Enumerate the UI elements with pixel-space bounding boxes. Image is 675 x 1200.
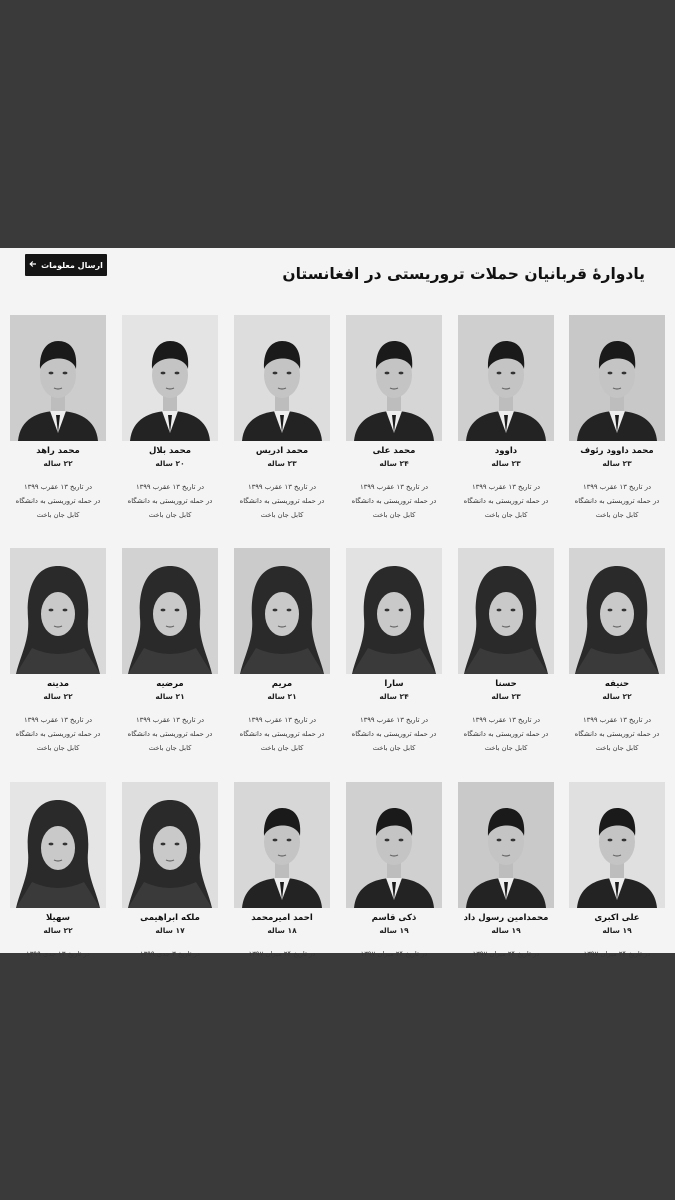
victim-name: محمدامین رسول داد (463, 913, 549, 923)
victim-description-line: در حمله تروریستی به دانشگاه (15, 497, 101, 505)
victim-card[interactable] (458, 548, 556, 768)
victim-description (234, 947, 330, 961)
victim-photo (10, 548, 106, 674)
victim-description (10, 947, 106, 961)
portrait-silhouette-icon (10, 315, 106, 441)
victim-description-line: در حمله تروریستی به دانشگاه (127, 730, 213, 738)
victim-description (346, 947, 442, 961)
victim-description-line: در حمله تروریستی به دانشگاه (15, 730, 101, 738)
victim-card[interactable] (569, 548, 667, 768)
victim-card[interactable] (458, 782, 556, 958)
victim-name: مریم (271, 679, 293, 689)
portrait-silhouette-icon (122, 315, 218, 441)
victim-description-line: کابل جان باخت (36, 744, 80, 752)
victim-card[interactable] (10, 315, 108, 535)
portrait-silhouette-icon (122, 782, 218, 908)
victim-description (122, 480, 218, 522)
victim-description-line: در تاریخ ۲۴ میزان ۱۳۹۷ (248, 950, 316, 958)
victim-description (569, 713, 665, 755)
page-title: یادوارهٔ قربانیان حملات تروریستی در افغانستان (282, 265, 645, 283)
victim-photo (346, 782, 442, 908)
victim-description-line: کابل جان باخت (260, 744, 304, 752)
victim-description (10, 480, 106, 522)
victim-description-line: کابل جان باخت (36, 511, 80, 519)
victim-name: مدینه (47, 679, 69, 689)
victim-card[interactable] (234, 782, 332, 958)
victim-age: ۲۳ ساله (267, 459, 297, 468)
victim-photo (458, 315, 554, 441)
victim-description-line: در تاریخ ۱۳ عقرب ۱۳۹۹ (359, 483, 429, 491)
victim-photo (122, 782, 218, 908)
victim-age: ۲۳ ساله (491, 692, 521, 701)
victim-name: مرضیه (156, 679, 184, 689)
victim-description-line: در حمله تروریستی به دانشگاه (574, 497, 660, 505)
victim-card[interactable] (10, 548, 108, 768)
victim-description-line: در تاریخ ۱۳ عقرب ۱۳۹۹ (582, 716, 652, 724)
victim-card[interactable] (458, 315, 556, 535)
victim-description-line: کابل جان باخت (484, 511, 528, 519)
victim-card[interactable] (122, 782, 220, 958)
victim-photo (569, 548, 665, 674)
victim-card[interactable] (10, 782, 108, 958)
victim-photo (122, 548, 218, 674)
victim-description-line: در تاریخ ۲۴ میزان ۱۳۹۷ (360, 950, 428, 958)
victim-description-line: در تاریخ ۱۳ عقرب ۱۳۹۹ (135, 483, 205, 491)
victim-name: داوود (494, 446, 518, 456)
victim-photo (234, 782, 330, 908)
arrow-left-icon (29, 260, 37, 270)
portrait-silhouette-icon (569, 548, 665, 674)
victim-age: ۱۷ ساله (155, 926, 185, 935)
victim-photo (346, 315, 442, 441)
portrait-silhouette-icon (346, 782, 442, 908)
victim-card[interactable] (569, 315, 667, 535)
victim-description (346, 713, 442, 755)
portrait-silhouette-icon (122, 548, 218, 674)
victim-name: محمد ادریس (255, 446, 309, 456)
victim-description (458, 947, 554, 961)
victim-description (458, 480, 554, 522)
victim-description-line: کابل جان باخت (484, 744, 528, 752)
victim-card[interactable] (346, 315, 444, 535)
victim-description-line: در حمله تروریستی به دانشگاه (239, 730, 325, 738)
portrait-silhouette-icon (234, 548, 330, 674)
victim-photo (10, 782, 106, 908)
victim-description-line: در تاریخ ۲۴ میزان ۱۳۹۷ (583, 950, 651, 958)
victim-name: محمد داوود رئوف (580, 446, 654, 456)
victim-name: سارا (384, 679, 404, 689)
victim-description-line: در تاریخ ۱۳ عقرب ۱۳۹۹ (247, 483, 317, 491)
victim-age: ۲۲ ساله (43, 459, 73, 468)
victim-age: ۲۲ ساله (602, 692, 632, 701)
victim-description (458, 713, 554, 755)
victim-description (234, 480, 330, 522)
victim-photo (458, 782, 554, 908)
portrait-silhouette-icon (346, 315, 442, 441)
victim-description-line: در تاریخ ۳ جدی ۱۳۹۹ (140, 950, 200, 958)
victim-description (122, 713, 218, 755)
victim-description (122, 947, 218, 961)
memorial-page (0, 248, 675, 958)
portrait-silhouette-icon (10, 782, 106, 908)
victim-age: ۲۱ ساله (155, 692, 185, 701)
send-info-button[interactable] (25, 254, 107, 276)
portrait-silhouette-icon (458, 548, 554, 674)
victim-name: سهیلا (46, 913, 70, 923)
victim-description-line: کابل جان باخت (595, 511, 639, 519)
portrait-silhouette-icon (10, 548, 106, 674)
victim-name: محمد راهد (36, 446, 80, 456)
victim-photo (569, 315, 665, 441)
victim-description-line: در تاریخ ۱۳ عقرب ۱۳۹۹ (23, 716, 93, 724)
portrait-silhouette-icon (458, 782, 554, 908)
victim-description-line: در تاریخ ۱۳ عقرب ۱۳۹۹ (471, 483, 541, 491)
victim-age: ۱۹ ساله (491, 926, 521, 935)
victim-age: ۲۲ ساله (43, 926, 73, 935)
victim-description-line: در حمله تروریستی به دانشگاه (351, 730, 437, 738)
victim-age: ۲۴ ساله (379, 459, 409, 468)
victim-description-line: در حمله تروریستی به دانشگاه (351, 497, 437, 505)
victim-description (346, 480, 442, 522)
victim-name: محمد علی (372, 446, 416, 456)
victim-card[interactable] (346, 548, 444, 768)
victim-card[interactable] (122, 548, 220, 768)
victim-description-line: در حمله تروریستی به دانشگاه (239, 497, 325, 505)
victim-description-line: کابل جان باخت (148, 511, 192, 519)
victim-description-line: در تاریخ ۱۳ عقرب ۱۳۹۹ (23, 483, 93, 491)
victim-description-line: در تاریخ ۱۳ عقرب ۱۳۹۹ (471, 716, 541, 724)
victim-description-line: کابل جان باخت (595, 744, 639, 752)
victim-photo (234, 315, 330, 441)
victim-name: حسنا (495, 679, 517, 689)
victim-card[interactable] (569, 782, 667, 958)
victim-name: ملکه ابراهیمی (140, 913, 200, 923)
victim-description-line: در حمله تروریستی به دانشگاه (127, 497, 213, 505)
victim-description-line: در حمله تروریستی به دانشگاه (463, 497, 549, 505)
victim-photo (122, 315, 218, 441)
victim-photo (458, 548, 554, 674)
victim-age: ۲۰ ساله (155, 459, 185, 468)
victim-age: ۲۲ ساله (43, 692, 73, 701)
victim-description-line: در تاریخ ۲۴ میزان ۱۳۹۷ (472, 950, 540, 958)
victim-description-line: کابل جان باخت (372, 511, 416, 519)
victim-age: ۲۱ ساله (267, 692, 297, 701)
victim-age: ۱۹ ساله (602, 926, 632, 935)
victim-description-line: کابل جان باخت (260, 511, 304, 519)
victim-description (569, 480, 665, 522)
victim-photo (10, 315, 106, 441)
victim-description-line: در حمله تروریستی به دانشگاه (463, 730, 549, 738)
victim-description-line: در حمله تروریستی به دانشگاه (574, 730, 660, 738)
victim-card[interactable] (234, 315, 332, 535)
victim-description-line: در تاریخ ۱۳ عقرب ۱۳۹۹ (247, 716, 317, 724)
victim-name: علی اکبری (594, 913, 640, 923)
victim-name: حنیفه (604, 679, 630, 689)
victim-description-line: کابل جان باخت (148, 744, 192, 752)
victim-age: ۱۹ ساله (379, 926, 409, 935)
victim-description-line: کابل جان باخت (372, 744, 416, 752)
victim-description-line: در تاریخ ۱۳ عقرب ۱۳۹۹ (359, 716, 429, 724)
victim-age: ۲۳ ساله (602, 459, 632, 468)
portrait-silhouette-icon (569, 315, 665, 441)
victim-description-line: در تاریخ ۱۳ عقرب ۱۳۹۹ (582, 483, 652, 491)
portrait-silhouette-icon (458, 315, 554, 441)
portrait-silhouette-icon (234, 315, 330, 441)
portrait-silhouette-icon (569, 782, 665, 908)
victim-photo (346, 548, 442, 674)
portrait-silhouette-icon (346, 548, 442, 674)
victim-age: ۱۸ ساله (267, 926, 297, 935)
victim-name: محمد بلال (149, 446, 191, 456)
victim-description (569, 947, 665, 961)
send-info-button-label: ارسال معلومات (41, 260, 103, 270)
victim-card[interactable] (122, 315, 220, 535)
victim-description (234, 713, 330, 755)
victim-description (10, 713, 106, 755)
victim-name: احمد امیرمحمد (251, 913, 313, 923)
victim-description-line: در تاریخ ۱۳ عقرب ۱۳۹۹ (135, 716, 205, 724)
victim-age: ۲۳ ساله (491, 459, 521, 468)
victim-age: ۲۴ ساله (379, 692, 409, 701)
victim-photo (234, 548, 330, 674)
victim-photo (569, 782, 665, 908)
victim-description-line: در تاریخ ۱۳ جدی ۱۳۹۹ (26, 950, 90, 958)
victim-name: ذکی قاسم (371, 913, 417, 923)
portrait-silhouette-icon (234, 782, 330, 908)
victim-card[interactable] (346, 782, 444, 958)
victim-card[interactable] (234, 548, 332, 768)
